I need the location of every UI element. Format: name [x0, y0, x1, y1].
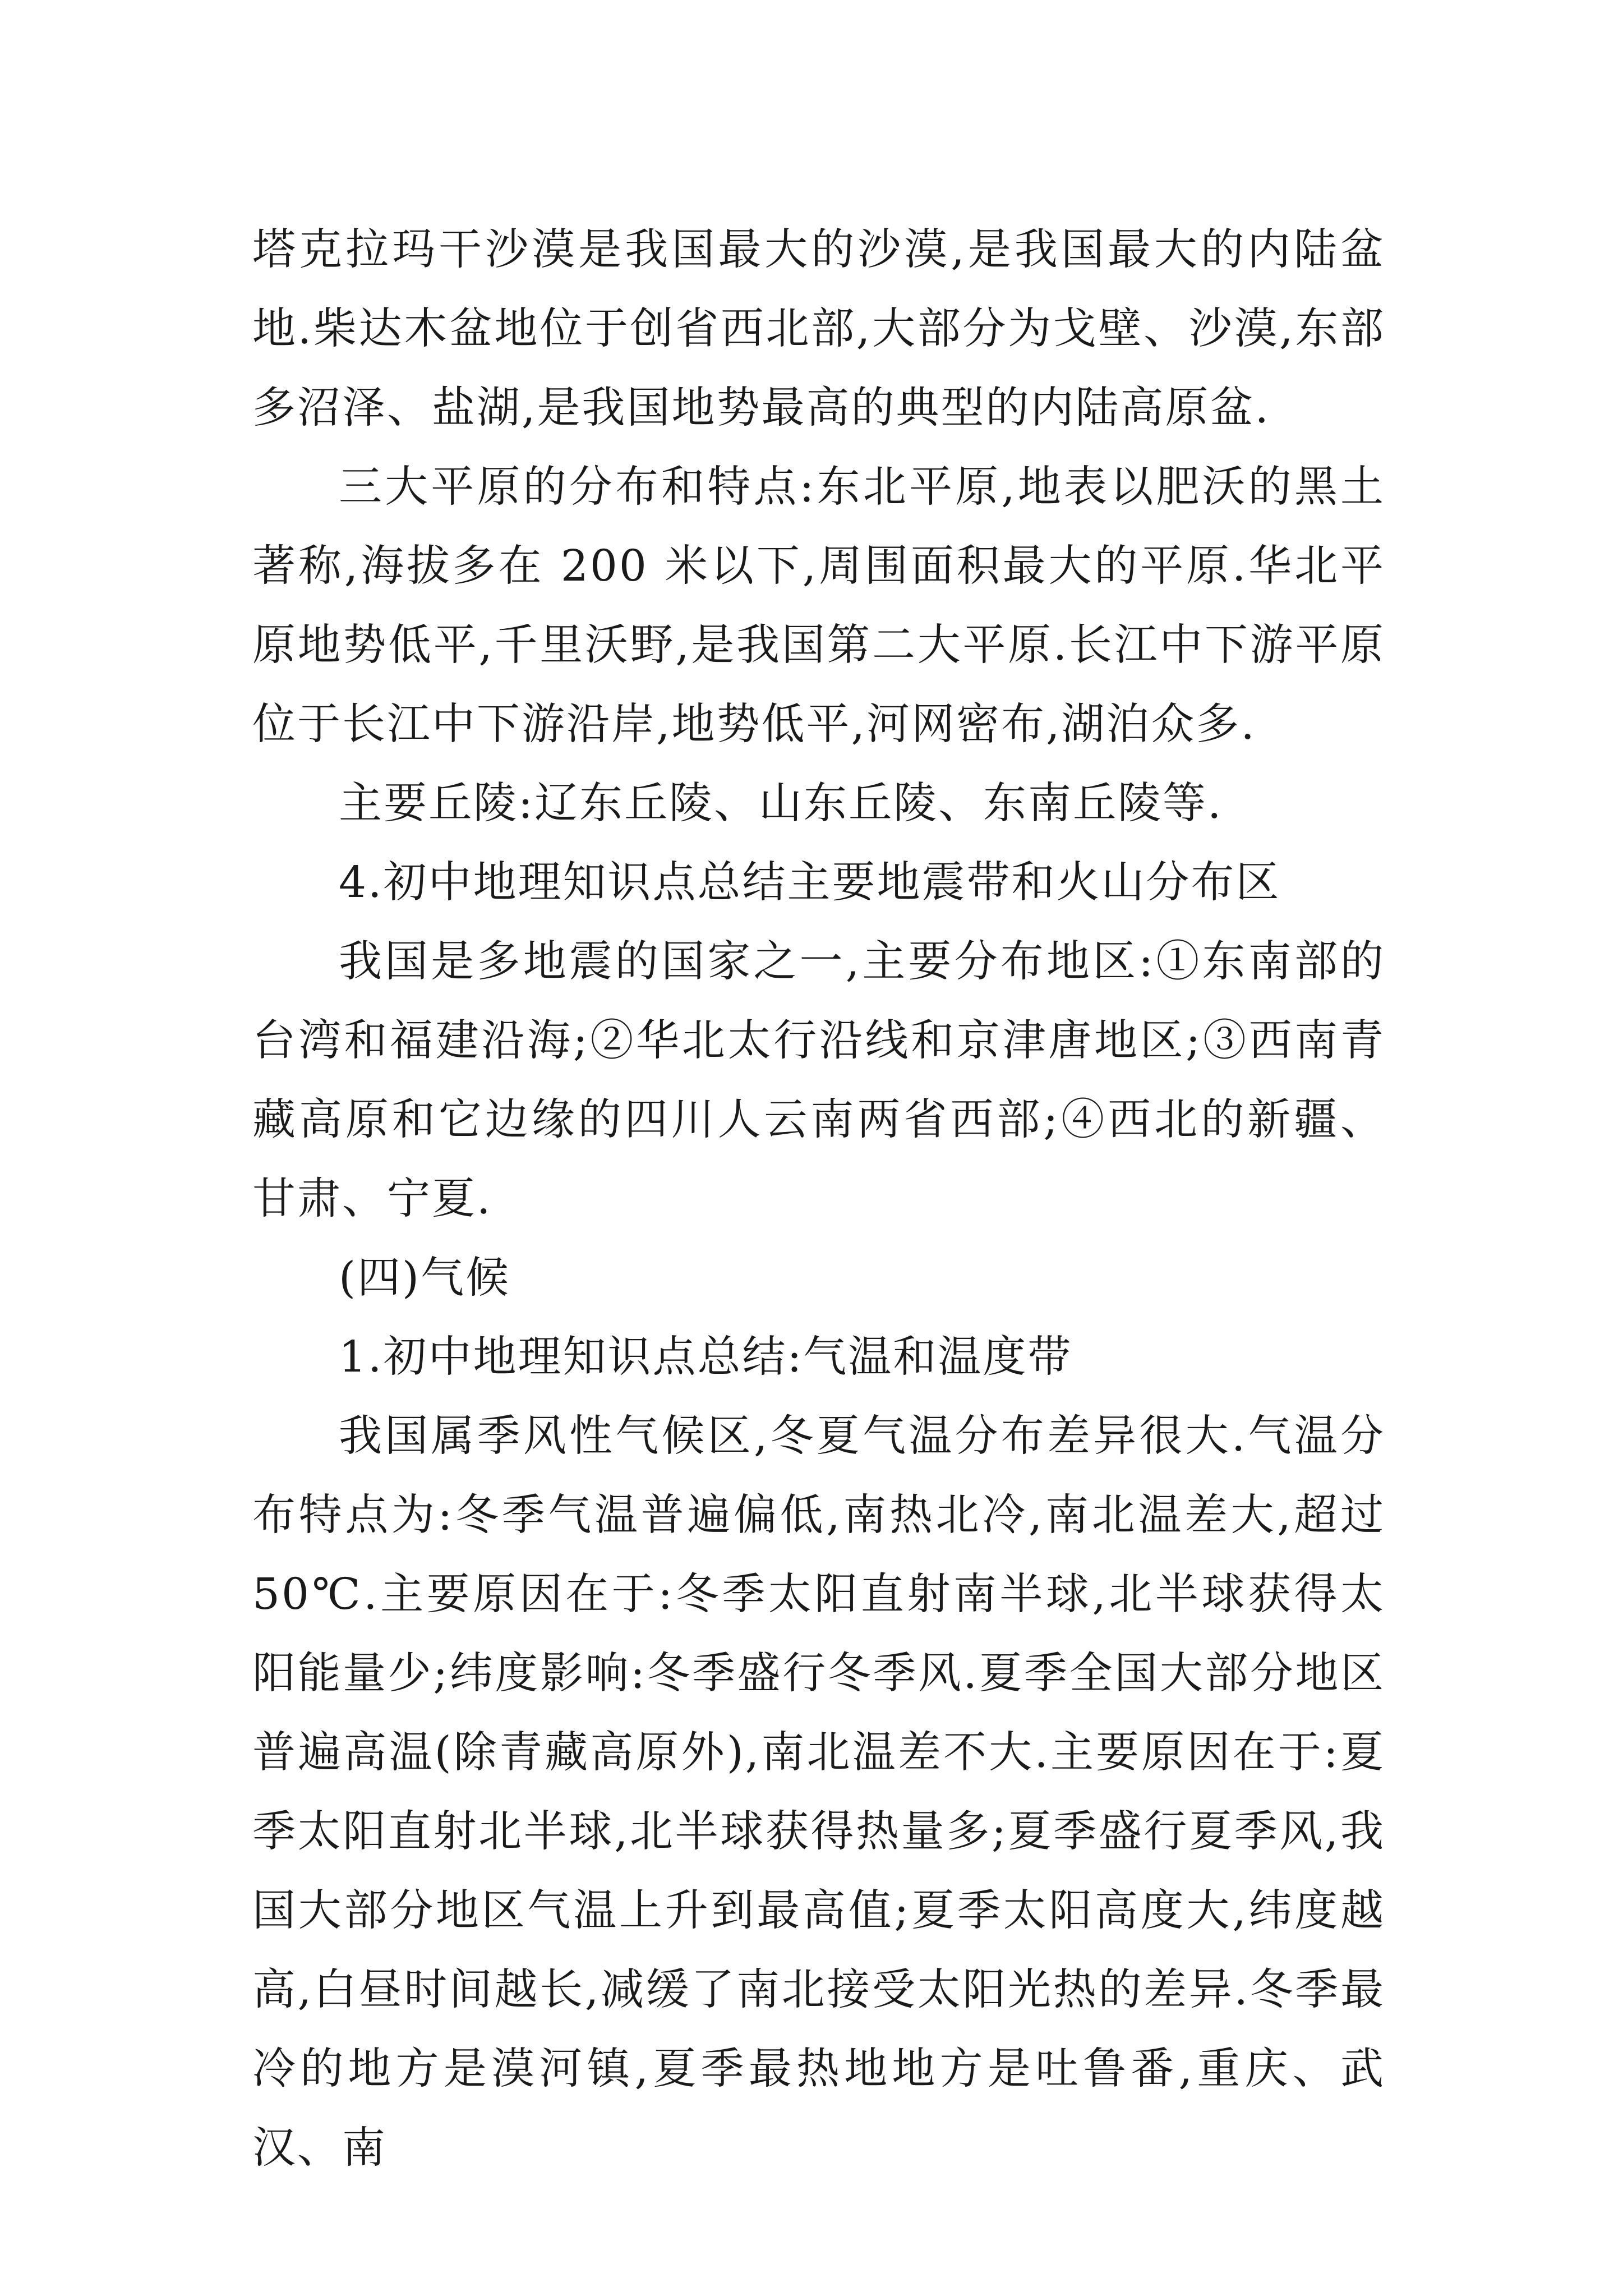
section-heading-climate: (四)气候 [339, 1253, 511, 1303]
paragraph-main-hills: 主要丘陵:辽东丘陵、山东丘陵、东南丘陵等. [339, 779, 1223, 829]
subsection-heading-temperature-zones: 1.初中地理知识点总结:气温和温度带 [339, 1332, 1073, 1382]
paragraph-desert-basins: 塔克拉玛干沙漠是我国最大的沙漠,是我国最大的内陆盆地.柴达木盆地位于创省西北部,大部分为戈壁、沙漠,东部多沼泽、盐湖,是我国地势最高的典型的内陆高原盆. [252, 225, 1385, 433]
paragraph-three-plains: 三大平原的分布和特点:东北平原,地表以肥沃的黑土著称,海拔多在 200 米以下,周围面积最大的平原.华北平原地势低平,千里沃野,是我国第二大平原.长江中下游平原位于长江中下游沿岸,地势低平,河网密布,湖泊众多. [252, 462, 1385, 749]
section-heading-earthquake-zones: 4.初中地理知识点总结主要地震带和火山分布区 [339, 858, 1281, 908]
paragraph-earthquake-regions: 我国是多地震的国家之一,主要分布地区:①东南部的台湾和福建沿海;②华北太行沿线和京津唐地区;③西南青藏高原和它边缘的四川人云南两省西部;④西北的新疆、甘肃、宁夏. [252, 937, 1385, 1224]
document-body [252, 210, 1385, 2188]
paragraph-temperature-distribution: 我国属季风性气候区,冬夏气温分布差异很大.气温分布特点为:冬季气温普遍偏低,南热北冷,南北温差大,超过50℃.主要原因在于:冬季太阳直射南半球,北半球获得太阳能量少;纬度影响:冬季盛行冬季风.夏季全国大部分地区普遍高温(除青藏高原外),南北温差不大.主要原因在于:夏季太阳直射北半球,北半球获得热量多;夏季盛行夏季风,我国大部分地区气温上升到最高值;夏季太阳高度大,纬度越高,白昼时间越长,减缓了南北接受太阳光热的差异.冬季最冷的地方是漠河镇,夏季最热地地方是吐鲁番,重庆、武汉、南 [252, 1411, 1385, 2173]
